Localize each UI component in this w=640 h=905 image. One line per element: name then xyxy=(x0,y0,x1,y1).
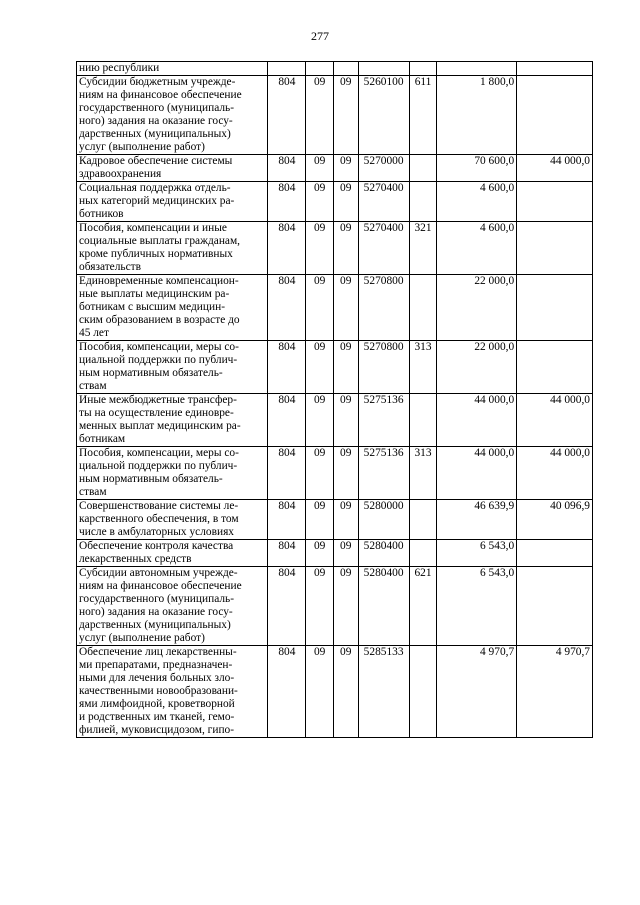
cell-pr: 09 xyxy=(333,341,358,394)
cell-csr: 5270800 xyxy=(358,275,409,341)
table-row xyxy=(77,394,593,447)
cell-pr: 09 xyxy=(333,540,358,567)
name-line: здравоохранения xyxy=(79,168,162,180)
name-line: 45 лет xyxy=(79,327,109,339)
name-line: филией, муковисцидозом, гипо- xyxy=(79,724,235,736)
name-line: ми препаратами, предназначен- xyxy=(79,659,233,671)
cell-sum-2: 4 970,7 xyxy=(517,646,593,738)
cell-rz: 09 xyxy=(306,341,334,394)
cell-pr xyxy=(333,62,358,76)
name-line: ного) задания на оказание госу- xyxy=(79,606,233,618)
cell-rz: 09 xyxy=(306,155,334,182)
name-line: ных категорий медицинских ра- xyxy=(79,195,235,207)
cell-name xyxy=(77,394,268,447)
name-line: лекарственных средств xyxy=(79,553,192,565)
name-line: дарственных (муниципальных) xyxy=(79,128,231,140)
cell-rz: 09 xyxy=(306,275,334,341)
name-line: Социальная поддержка отдель- xyxy=(79,182,231,194)
cell-sum-1: 6 543,0 xyxy=(437,567,517,646)
cell-name xyxy=(77,275,268,341)
cell-sum-2: 40 096,9 xyxy=(517,500,593,540)
cell-vr xyxy=(409,394,437,447)
cell-rz: 09 xyxy=(306,76,334,155)
cell-vr xyxy=(409,155,437,182)
table-row xyxy=(77,447,593,500)
name-line: менных выплат медицинским ра- xyxy=(79,420,241,432)
table-row xyxy=(77,62,593,76)
cell-sum-1: 4 600,0 xyxy=(437,222,517,275)
name-line: ниям на финансовое обеспечение xyxy=(79,89,242,101)
cell-pr: 09 xyxy=(333,76,358,155)
cell-csr: 5270400 xyxy=(358,182,409,222)
cell-ved: 804 xyxy=(268,155,306,182)
budget-table xyxy=(76,61,593,738)
name-line: качественными новообразовани- xyxy=(79,685,238,697)
cell-csr: 5270400 xyxy=(358,222,409,275)
name-line: Совершенствование системы ле- xyxy=(79,500,239,512)
name-line: карственного обеспечения, в том xyxy=(79,513,239,525)
name-line: Субсидии бюджетным учрежде- xyxy=(79,76,236,88)
cell-rz: 09 xyxy=(306,182,334,222)
cell-pr: 09 xyxy=(333,155,358,182)
cell-vr xyxy=(409,540,437,567)
name-line: дарственных (муниципальных) xyxy=(79,619,231,631)
cell-vr xyxy=(409,182,437,222)
cell-csr: 5270800 xyxy=(358,341,409,394)
cell-vr: 321 xyxy=(409,222,437,275)
cell-name xyxy=(77,540,268,567)
table-row xyxy=(77,567,593,646)
cell-vr: 621 xyxy=(409,567,437,646)
cell-csr: 5270000 xyxy=(358,155,409,182)
cell-rz: 09 xyxy=(306,500,334,540)
cell-sum-2 xyxy=(517,182,593,222)
cell-vr: 313 xyxy=(409,341,437,394)
page-number: 277 xyxy=(311,29,329,43)
name-line: Пособия, компенсации и иные xyxy=(79,222,227,234)
name-line: Обеспечение лиц лекарственны- xyxy=(79,646,237,658)
cell-name xyxy=(77,447,268,500)
cell-sum-2 xyxy=(517,76,593,155)
table-row xyxy=(77,76,593,155)
name-line: услуг (выполнение работ) xyxy=(79,632,205,644)
name-line: ями лимфоидной, кроветворной xyxy=(79,698,235,710)
cell-vr: 313 xyxy=(409,447,437,500)
cell-rz: 09 xyxy=(306,540,334,567)
cell-rz xyxy=(306,62,334,76)
cell-pr: 09 xyxy=(333,182,358,222)
cell-rz: 09 xyxy=(306,394,334,447)
cell-pr: 09 xyxy=(333,275,358,341)
cell-sum-2 xyxy=(517,567,593,646)
cell-pr: 09 xyxy=(333,447,358,500)
cell-ved: 804 xyxy=(268,341,306,394)
name-line: ствам xyxy=(79,380,107,392)
cell-ved xyxy=(268,62,306,76)
name-line: ниям на финансовое обеспечение xyxy=(79,580,242,592)
cell-vr xyxy=(409,500,437,540)
cell-csr xyxy=(358,62,409,76)
cell-ved: 804 xyxy=(268,222,306,275)
cell-ved: 804 xyxy=(268,540,306,567)
name-line: ные выплаты медицинским ра- xyxy=(79,288,230,300)
cell-ved: 804 xyxy=(268,182,306,222)
cell-ved: 804 xyxy=(268,500,306,540)
cell-vr xyxy=(409,646,437,738)
cell-name xyxy=(77,155,268,182)
name-line: циальной поддержки по публич- xyxy=(79,460,238,472)
name-line: обязательств xyxy=(79,261,142,273)
cell-sum-2: 44 000,0 xyxy=(517,447,593,500)
cell-vr xyxy=(409,62,437,76)
cell-sum-2 xyxy=(517,275,593,341)
cell-name xyxy=(77,500,268,540)
name-line: Субсидии автономным учрежде- xyxy=(79,567,238,579)
name-line: ботникам с высшим медицин- xyxy=(79,301,225,313)
cell-rz: 09 xyxy=(306,222,334,275)
cell-vr: 611 xyxy=(409,76,437,155)
cell-sum-2 xyxy=(517,222,593,275)
name-line: ным нормативным обязатель- xyxy=(79,473,223,485)
cell-rz: 09 xyxy=(306,567,334,646)
name-line: ты на осуществление единовре- xyxy=(79,407,234,419)
name-line: и родственных им тканей, гемо- xyxy=(79,711,235,723)
table-row xyxy=(77,646,593,738)
name-line: Пособия, компенсации, меры со- xyxy=(79,341,239,353)
cell-sum-2 xyxy=(517,62,593,76)
table-row xyxy=(77,540,593,567)
name-line: услуг (выполнение работ) xyxy=(79,141,205,153)
table-row xyxy=(77,182,593,222)
cell-sum-1: 1 800,0 xyxy=(437,76,517,155)
name-line: ботникам xyxy=(79,433,126,445)
name-line: социальные выплаты гражданам, xyxy=(79,235,241,247)
table-row xyxy=(77,155,593,182)
cell-csr: 5285133 xyxy=(358,646,409,738)
cell-vr xyxy=(409,275,437,341)
cell-sum-2 xyxy=(517,540,593,567)
cell-sum-2: 44 000,0 xyxy=(517,394,593,447)
cell-csr: 5280400 xyxy=(358,567,409,646)
name-line: ским образованием в возрасте до xyxy=(79,314,240,326)
cell-csr: 5280400 xyxy=(358,540,409,567)
cell-rz: 09 xyxy=(306,447,334,500)
name-line: Обеспечение контроля качества xyxy=(79,540,234,552)
name-line: ным нормативным обязатель- xyxy=(79,367,223,379)
cell-pr: 09 xyxy=(333,222,358,275)
cell-name xyxy=(77,222,268,275)
cell-ved: 804 xyxy=(268,394,306,447)
name-line: нию республики xyxy=(79,62,160,74)
table-row xyxy=(77,222,593,275)
name-line: ботников xyxy=(79,208,124,220)
cell-ved: 804 xyxy=(268,275,306,341)
cell-name xyxy=(77,646,268,738)
name-line: ного) задания на оказание госу- xyxy=(79,115,233,127)
name-line: Кадровое обеспечение системы xyxy=(79,155,233,167)
cell-csr: 5280000 xyxy=(358,500,409,540)
cell-ved: 804 xyxy=(268,447,306,500)
name-line: Пособия, компенсации, меры со- xyxy=(79,447,239,459)
cell-sum-1: 46 639,9 xyxy=(437,500,517,540)
cell-name xyxy=(77,567,268,646)
cell-name xyxy=(77,62,268,76)
cell-csr: 5260100 xyxy=(358,76,409,155)
name-line: циальной поддержки по публич- xyxy=(79,354,238,366)
cell-pr: 09 xyxy=(333,646,358,738)
cell-sum-1: 6 543,0 xyxy=(437,540,517,567)
cell-pr: 09 xyxy=(333,500,358,540)
cell-sum-2 xyxy=(517,341,593,394)
name-line: Единовременные компенсацион- xyxy=(79,275,239,287)
cell-sum-1: 22 000,0 xyxy=(437,341,517,394)
name-line: кроме публичных нормативных xyxy=(79,248,233,260)
cell-pr: 09 xyxy=(333,567,358,646)
cell-sum-1 xyxy=(437,62,517,76)
name-line: ствам xyxy=(79,486,107,498)
cell-sum-1: 4 970,7 xyxy=(437,646,517,738)
cell-name xyxy=(77,182,268,222)
table-row xyxy=(77,500,593,540)
cell-sum-1: 44 000,0 xyxy=(437,394,517,447)
name-line: Иные межбюджетные трансфер- xyxy=(79,394,237,406)
cell-sum-1: 44 000,0 xyxy=(437,447,517,500)
cell-name xyxy=(77,76,268,155)
cell-ved: 804 xyxy=(268,646,306,738)
name-line: государственного (муниципаль- xyxy=(79,593,235,605)
cell-sum-1: 22 000,0 xyxy=(437,275,517,341)
table-row xyxy=(77,341,593,394)
cell-sum-2: 44 000,0 xyxy=(517,155,593,182)
cell-name xyxy=(77,341,268,394)
cell-ved: 804 xyxy=(268,567,306,646)
cell-rz: 09 xyxy=(306,646,334,738)
name-line: ными для лечения больных зло- xyxy=(79,672,235,684)
cell-sum-1: 70 600,0 xyxy=(437,155,517,182)
cell-pr: 09 xyxy=(333,394,358,447)
cell-sum-1: 4 600,0 xyxy=(437,182,517,222)
cell-csr: 5275136 xyxy=(358,394,409,447)
table-row xyxy=(77,275,593,341)
name-line: числе в амбулаторных условиях xyxy=(79,526,235,538)
name-line: государственного (муниципаль- xyxy=(79,102,235,114)
cell-csr: 5275136 xyxy=(358,447,409,500)
cell-ved: 804 xyxy=(268,76,306,155)
